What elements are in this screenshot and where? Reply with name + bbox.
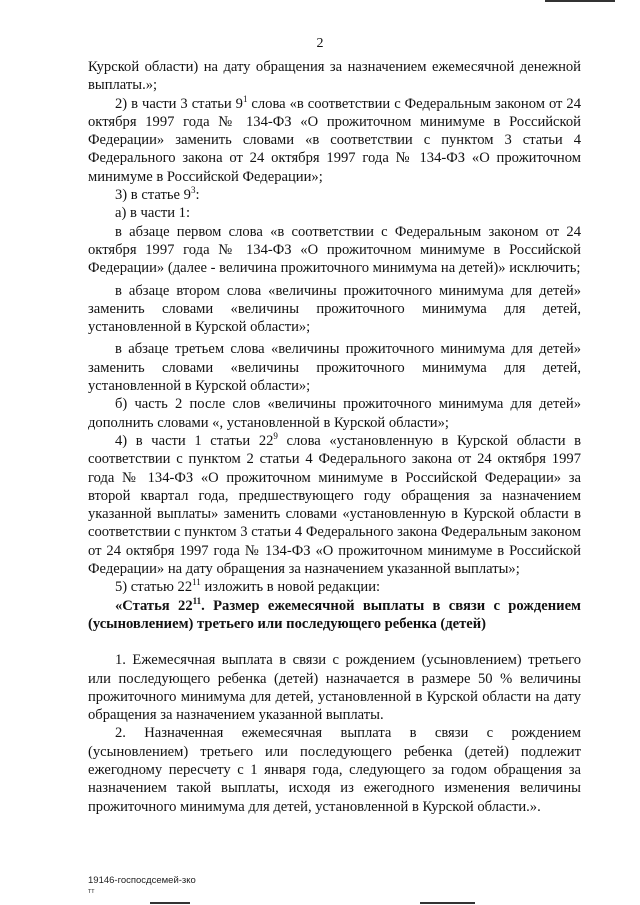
article-part-2: 2. Назначенная ежемесячная выплата в связи с рождением (усыновлением) третьего или последующего ребенка (детей) подлежит ежегодному пересчету с 1 января года, следующего за годом обращения за назначением такой выплаты, исходя из ежегодного изменения величины прожиточного минимума для детей, установленной в Курской области.». [88,725,581,815]
scan-artifact-top [545,0,615,2]
paragraph-abzac-1: в абзаце первом слова «в соответствии с Федеральным законом от 24 октября 1997 года № 134-ФЗ «О прожиточном минимуме в Российской Федерации» (далее - величина прожиточного минимума на детей)» исключить; [88,223,581,277]
paragraph-item-2: 2) в части 3 статьи $9^1$ слова «в соответствии с Федеральным законом от 24 октября 1997 года № 134-ФЗ «О прожиточном минимуме в Российской Федерации» заменить словами «в соответствии с пунктом 3 статьи 4 Федерального закона от 24 октября 1997 года № 134-ФЗ «О прожиточном минимуме в Российской Федерации»; [88,93,582,185]
scan-artifact-bottom [150,902,190,904]
document-body [88,58,581,816]
paragraph-item-4: 4) в части 1 статьи $22^9$ слова «установленную в Курской области в соответствии с пунктом 2 статьи 4 Федерального закона от 24 октября 1997 года № 134-ФЗ «О прожиточном минимуме в Российской Федерации» за второй квартал года, предшествующего году обращения за назначением указанной выплаты» заменить словами «установленную в Курской области в соответствии с пунктом 3 статьи 4 Федерального закона Федеральным законом от 24 октября 1997 года № 134-ФЗ «О прожиточном минимуме в Российской Федерации» на дату обращения за назначением указанной выплаты»; [88,430,581,578]
paragraph-abzac-3: в абзаце третьем слова «величины прожиточного минимума для детей» заменить словами «величины прожиточного минимума для детей, установленной в Курской области»; [88,341,581,395]
paragraph-item-3: 3) в статье $9^3$: [115,185,200,204]
scan-artifact-bottom-2 [420,902,475,904]
footer-subcode: тт [88,888,95,895]
paragraph-subitem-a: а) в части 1: [115,205,191,222]
paragraph-continuation: Курской области) на дату обращения за назначением ежемесячной денежной выплаты.»; [88,59,581,94]
article-heading: «Статья $22^{11}$. Размер ежемесячной выплаты в связи с рождением (усыновлением) третьего или последующего ребенка (детей) [88,595,581,632]
article-part-1: 1. Ежемесячная выплата в связи с рождением (усыновлением) третьего или последующего ребенка (детей) назначается в размере 50 % величины прожиточного минимума для детей, установленной в Курской области на дату обращения за назначением указанной выплаты. [88,652,581,724]
paragraph-item-5: 5) статью $22^{11}$ изложить в новой редакции: [115,577,381,596]
paragraph-abzac-2: в абзаце втором слова «величины прожиточного минимума для детей» заменить словами «величины прожиточного минимума для детей, установленной в Курской области»; [88,282,581,336]
page-number: 2 [316,36,324,51]
file-code-footer: 19146-госпосдсемей-зко [88,875,196,886]
paragraph-subitem-b: б) часть 2 после слов «величины прожиточного минимума для детей» дополнить словами «, установленной в Курской области»; [88,396,581,431]
